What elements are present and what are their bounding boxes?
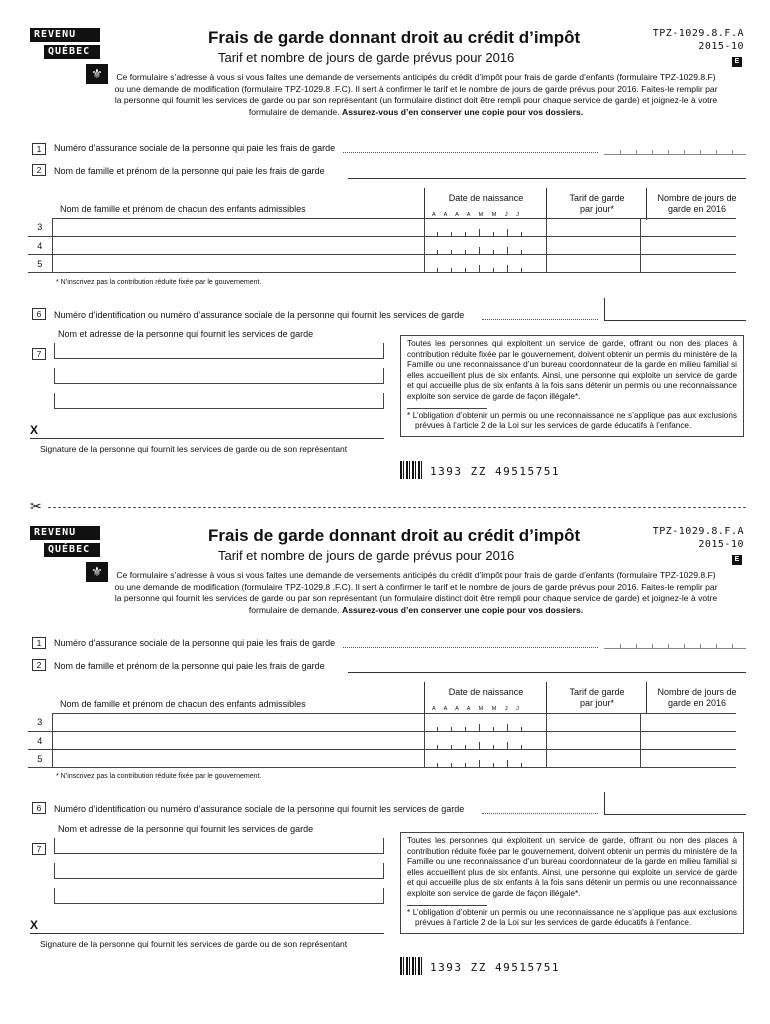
line-2-number: 2 bbox=[32, 164, 46, 176]
line-1-label: Numéro d’assurance sociale de la personne qui paie les frais de garde bbox=[54, 143, 336, 153]
logo-line-1: REVENU bbox=[30, 28, 100, 42]
barcode-number: 1393 ZZ 49515751 bbox=[430, 465, 560, 478]
children-header: Nom de famille et prénom de chacun des enfants admissibles bbox=[60, 204, 306, 214]
e-badge: E bbox=[732, 555, 742, 565]
table-row bbox=[28, 219, 736, 237]
line-7-field-1[interactable] bbox=[54, 838, 384, 854]
permit-info-box bbox=[400, 832, 744, 934]
child-rate-field[interactable] bbox=[546, 732, 640, 750]
line-7-field-3[interactable] bbox=[54, 393, 384, 409]
line-1-leader bbox=[343, 152, 598, 153]
child-days-field[interactable] bbox=[640, 219, 736, 237]
header-divider bbox=[546, 682, 547, 714]
line-1-label: Numéro d’assurance sociale de la personne qui paie les frais de garde bbox=[54, 638, 336, 648]
line-6-field-border bbox=[604, 792, 605, 814]
form-copy-2 bbox=[0, 498, 770, 998]
line-2-name-field[interactable] bbox=[348, 672, 746, 673]
logo-line-2: QUÉBEC bbox=[44, 543, 100, 557]
child-days-field[interactable] bbox=[640, 750, 736, 768]
line-2-name-field[interactable] bbox=[348, 178, 746, 179]
child-dob-field[interactable] bbox=[424, 237, 546, 255]
dob-format: A A A A M M J J bbox=[432, 212, 519, 218]
signature-field[interactable] bbox=[30, 438, 384, 439]
child-dob-field[interactable] bbox=[424, 255, 546, 273]
child-name-field[interactable] bbox=[52, 750, 424, 768]
row-number: 3 bbox=[28, 219, 52, 237]
intro-text bbox=[112, 570, 720, 616]
table-row bbox=[28, 732, 736, 750]
barcode-number: 1393 ZZ 49515751 bbox=[430, 961, 560, 974]
child-rate-field[interactable] bbox=[546, 237, 640, 255]
barcode-icon bbox=[400, 957, 422, 975]
line-6-number: 6 bbox=[32, 308, 46, 320]
child-days-field[interactable] bbox=[640, 732, 736, 750]
child-days-field[interactable] bbox=[640, 255, 736, 273]
intro-text bbox=[112, 72, 720, 118]
line-6-number: 6 bbox=[32, 802, 46, 814]
permit-info-box bbox=[400, 335, 744, 437]
header-divider bbox=[424, 188, 425, 220]
line-7-number: 7 bbox=[32, 843, 46, 855]
form-code-number: TPZ-1029.8.F.A bbox=[652, 526, 744, 537]
days-header-line-1: Nombre de jours de bbox=[657, 193, 737, 203]
child-days-field[interactable] bbox=[640, 237, 736, 255]
days-header-line-2: garde en 2016 bbox=[667, 204, 727, 214]
signature-x-mark: X bbox=[30, 918, 39, 932]
fleur-de-lis-icon: ⚜ bbox=[86, 562, 108, 582]
permit-info-footnote: * L’obligation d’obtenir un permis ou une reconnaissance ne s’applique pas aux exclusions prévues à l’article 2 de la Loi sur les services de garde éducatifs à l’enfance. bbox=[407, 410, 737, 431]
intro-bold: Assurez-vous d’en conserver une copie pour vos dossiers. bbox=[341, 106, 584, 117]
form-title: Frais de garde donnant droit au crédit d’impôt bbox=[208, 526, 581, 545]
children-header: Nom de famille et prénom de chacun des enfants admissibles bbox=[60, 699, 306, 709]
line-6-leader bbox=[482, 319, 598, 320]
rate-header-line-1: Tarif de garde bbox=[569, 687, 625, 697]
line-6-id-field[interactable] bbox=[604, 320, 746, 321]
children-table bbox=[28, 218, 736, 273]
children-table bbox=[28, 713, 736, 768]
row-number: 5 bbox=[28, 255, 52, 273]
line-6-leader bbox=[482, 813, 598, 814]
form-code bbox=[653, 27, 744, 53]
signature-label: Signature de la personne qui fournit les services de garde ou de son représentant bbox=[40, 939, 348, 949]
line-6-label: Numéro d’identification ou numéro d’assurance sociale de la personne qui fournit les services de garde bbox=[54, 310, 465, 320]
child-dob-field[interactable] bbox=[424, 732, 546, 750]
header-divider bbox=[646, 682, 647, 714]
line-1-number: 1 bbox=[32, 637, 46, 649]
revenu-quebec-logo bbox=[30, 526, 103, 579]
permit-info-text: Toutes les personnes qui exploitent un service de garde, offrant ou non des places à contribution réduite fixée par le gouvernement, doivent obtenir un permis du ministère de la Famille ou une reconnaissance d’un bureau coordonnateur de la garde en milieu familial si elles accueillent plus de six enfants. Ainsi, une personne qui exploite un service de garde et qui accueille plus de six enfants à la fois sans détenir un permis ou une reconnaissance exploite son service de garde de façon illégale*. bbox=[407, 836, 737, 898]
e-badge: E bbox=[732, 57, 742, 67]
child-dob-field[interactable] bbox=[424, 714, 546, 732]
line-6-id-field[interactable] bbox=[604, 814, 746, 815]
logo-line-1: REVENU bbox=[30, 526, 100, 540]
child-days-field[interactable] bbox=[640, 714, 736, 732]
signature-field[interactable] bbox=[30, 933, 384, 934]
line-7-field-3[interactable] bbox=[54, 888, 384, 904]
rate-note: * N’inscrivez pas la contribution réduite fixée par le gouvernement. bbox=[56, 773, 262, 780]
header-divider bbox=[646, 188, 647, 220]
child-rate-field[interactable] bbox=[546, 750, 640, 768]
form-subtitle: Tarif et nombre de jours de garde prévus pour 2016 bbox=[218, 50, 515, 65]
child-rate-field[interactable] bbox=[546, 714, 640, 732]
child-name-field[interactable] bbox=[52, 237, 424, 255]
dob-header: Date de naissance bbox=[448, 193, 524, 203]
line-2-label: Nom de famille et prénom de la personne qui paie les frais de garde bbox=[54, 661, 325, 671]
signature-x-mark: X bbox=[30, 423, 39, 437]
days-header-line-2: garde en 2016 bbox=[667, 698, 727, 708]
revenu-quebec-logo bbox=[30, 28, 103, 81]
line-6-label: Numéro d’identification ou numéro d’assurance sociale de la personne qui fournit les services de garde bbox=[54, 804, 465, 814]
table-row bbox=[28, 237, 736, 255]
line-7-label: Nom et adresse de la personne qui fournit les services de garde bbox=[58, 329, 314, 339]
form-title: Frais de garde donnant droit au crédit d’impôt bbox=[208, 28, 581, 47]
signature-label: Signature de la personne qui fournit les services de garde ou de son représentant bbox=[40, 444, 348, 454]
barcode-icon bbox=[400, 461, 422, 479]
line-6-field-border bbox=[604, 298, 605, 320]
scissors-icon: ✂ bbox=[30, 498, 42, 514]
header-divider bbox=[546, 188, 547, 220]
dob-header: Date de naissance bbox=[448, 687, 524, 697]
permit-info-footnote: * L’obligation d’obtenir un permis ou une reconnaissance ne s’applique pas aux exclusions prévues à l’article 2 de la Loi sur les services de garde éducatifs à l’enfance. bbox=[407, 907, 737, 928]
line-1-number: 1 bbox=[32, 143, 46, 155]
days-header-line-1: Nombre de jours de bbox=[657, 687, 737, 697]
form-subtitle: Tarif et nombre de jours de garde prévus pour 2016 bbox=[218, 548, 515, 563]
table-row bbox=[28, 255, 736, 273]
rate-header-line-2: par jour* bbox=[579, 204, 615, 214]
form-version: 2015-10 bbox=[698, 41, 744, 52]
fleur-de-lis-icon: ⚜ bbox=[86, 64, 108, 84]
intro-body: Ce formulaire s’adresse à vous si vous faites une demande de versements anticipés du crédit d’impôt pour frais de garde d’enfants (formulaire TPZ-1029.8.F) ou une demande de modification (formulaire TPZ-1029.8 .F.C). Il sert à confirmer le tarif et le nombre de jours de garde prévus pour 2016. Faites-le remplir par la personne qui fournit les services de garde ou par son représentant (un formulaire distinct doit être rempli pour chaque service de garde) et joignez-le à votre formulaire de demande. bbox=[114, 570, 718, 615]
rate-note: * N’inscrivez pas la contribution réduite fixée par le gouvernement. bbox=[56, 279, 262, 286]
intro-bold: Assurez-vous d’en conserver une copie pour vos dossiers. bbox=[341, 604, 584, 615]
form-version: 2015-10 bbox=[698, 539, 744, 550]
line-1-sin-field[interactable] bbox=[604, 633, 746, 649]
line-1-sin-field[interactable] bbox=[604, 139, 746, 155]
row-number: 4 bbox=[28, 237, 52, 255]
form-code-number: TPZ-1029.8.F.A bbox=[652, 28, 744, 39]
line-2-label: Nom de famille et prénom de la personne qui paie les frais de garde bbox=[54, 166, 325, 176]
line-2-number: 2 bbox=[32, 659, 46, 671]
line-7-field-2[interactable] bbox=[54, 368, 384, 384]
permit-info-text: Toutes les personnes qui exploitent un service de garde, offrant ou non des places à contribution réduite fixée par le gouvernement, doivent obtenir un permis du ministère de la Famille ou une reconnaissance d’un bureau coordonnateur de la garde en milieu familial si elles accueillent plus de six enfants. Ainsi, une personne qui exploite un service de garde et qui accueille plus de six enfants à la fois sans détenir un permis ou une reconnaissance exploite son service de garde de façon illégale*. bbox=[407, 339, 737, 401]
line-7-field-1[interactable] bbox=[54, 343, 384, 359]
child-rate-field[interactable] bbox=[546, 219, 640, 237]
table-row bbox=[28, 714, 736, 732]
table-row bbox=[28, 750, 736, 768]
form-code bbox=[653, 525, 744, 551]
line-7-label: Nom et adresse de la personne qui fournit les services de garde bbox=[58, 824, 314, 834]
form-copy-1 bbox=[0, 0, 770, 500]
row-number: 3 bbox=[28, 714, 52, 732]
line-7-number: 7 bbox=[32, 348, 46, 360]
days-header bbox=[650, 687, 744, 709]
line-7-field-2[interactable] bbox=[54, 863, 384, 879]
child-name-field[interactable] bbox=[52, 732, 424, 750]
days-header bbox=[650, 193, 744, 215]
child-name-field[interactable] bbox=[52, 219, 424, 237]
line-1-leader bbox=[343, 647, 598, 648]
rate-header bbox=[550, 193, 644, 215]
child-dob-field[interactable] bbox=[424, 750, 546, 768]
child-name-field[interactable] bbox=[52, 714, 424, 732]
row-number: 4 bbox=[28, 732, 52, 750]
logo-line-2: QUÉBEC bbox=[44, 45, 100, 59]
child-rate-field[interactable] bbox=[546, 255, 640, 273]
child-dob-field[interactable] bbox=[424, 219, 546, 237]
dob-format: A A A A M M J J bbox=[432, 706, 519, 712]
header-divider bbox=[424, 682, 425, 714]
rate-header-line-1: Tarif de garde bbox=[569, 193, 625, 203]
intro-body: Ce formulaire s’adresse à vous si vous faites une demande de versements anticipés du crédit d’impôt pour frais de garde d’enfants (formulaire TPZ-1029.8.F) ou une demande de modification (formulaire TPZ-1029.8 .F.C). Il sert à confirmer le tarif et le nombre de jours de garde prévus pour 2016. Faites-le remplir par la personne qui fournit les services de garde ou par son représentant (un formulaire distinct doit être rempli pour chaque service de garde) et joignez-le à votre formulaire de demande. bbox=[114, 72, 718, 117]
row-number: 5 bbox=[28, 750, 52, 768]
rate-header-line-2: par jour* bbox=[579, 698, 615, 708]
rate-header bbox=[550, 687, 644, 709]
child-name-field[interactable] bbox=[52, 255, 424, 273]
